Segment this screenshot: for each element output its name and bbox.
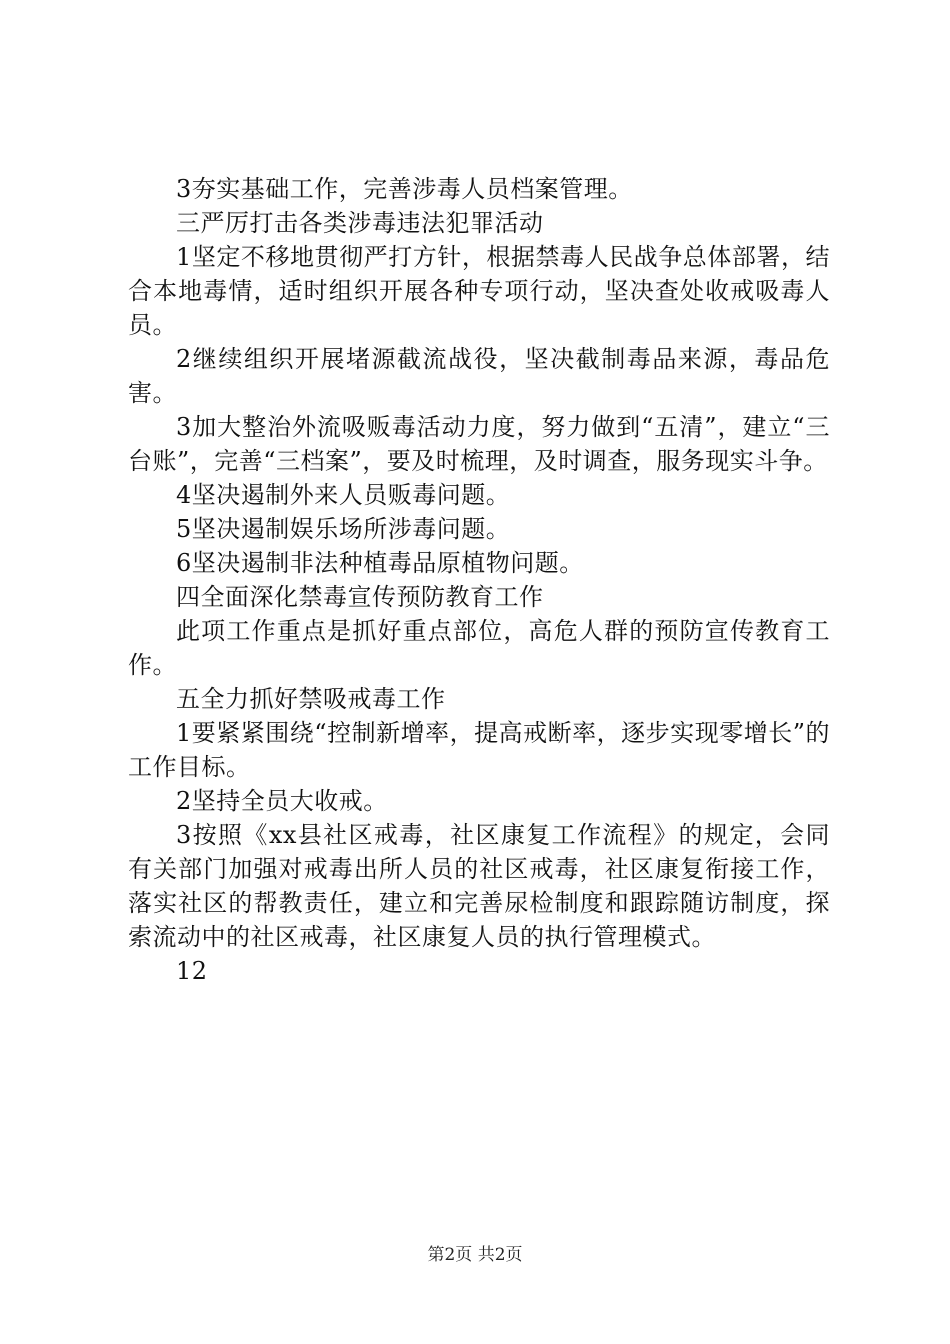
section-heading: 三严厉打击各类涉毒违法犯罪活动	[176, 209, 544, 237]
page-footer	[0, 1244, 950, 1266]
paragraph: 5坚决遏制娱乐场所涉毒问题。	[176, 515, 511, 543]
paragraph: 2坚持全员大收戒。	[176, 787, 388, 815]
paragraph: 12	[176, 957, 208, 985]
paragraph: 1要紧紧围绕“控制新增率，提高戒断率，逐步实现零增长”的工作目标。	[128, 719, 830, 781]
paragraph: 4坚决遏制外来人员贩毒问题。	[176, 481, 511, 509]
paragraph: 此项工作重点是抓好重点部位，高危人群的预防宣传教育工作。	[128, 617, 830, 679]
section-heading: 四全面深化禁毒宣传预防教育工作	[176, 583, 544, 611]
paragraph: 1坚定不移地贯彻严打方针，根据禁毒人民战争总体部署，结合本地毒情，适时组织开展各种专项行动，坚决查处收戒吸毒人员。	[128, 243, 830, 339]
paragraph: 3加大整治外流吸贩毒活动力度，努力做到“五清”，建立“三台账”，完善“三档案”，要及时梳理，及时调查，服务现实斗争。	[128, 413, 830, 475]
page-number-label: 第2页 共2页	[427, 1245, 523, 1265]
paragraph: 3夯实基础工作，完善涉毒人员档案管理。	[176, 175, 633, 203]
paragraph: 3按照《xx县社区戒毒，社区康复工作流程》的规定，会同有关部门加强对戒毒出所人员的社区戒毒，社区康复衔接工作，落实社区的帮教责任，建立和完善尿检制度和跟踪随访制度，探索流动中的社区戒毒，社区康复人员的执行管理模式。	[128, 821, 830, 951]
section-heading: 五全力抓好禁吸戒毒工作	[176, 685, 446, 713]
document-body	[128, 172, 830, 988]
paragraph: 2继续组织开展堵源截流战役，坚决截制毒品来源，毒品危害。	[128, 345, 830, 407]
paragraph: 6坚决遏制非法种植毒品原植物问题。	[176, 549, 584, 577]
